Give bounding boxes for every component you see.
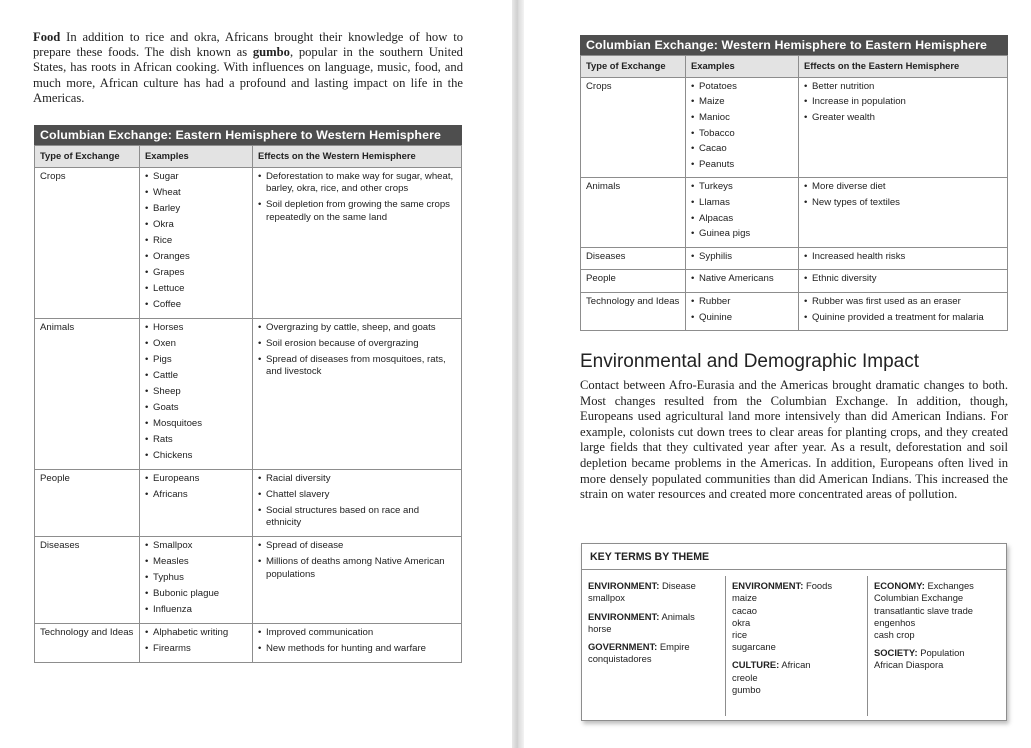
- key-term: gumbo: [732, 683, 761, 695]
- key-term-heading: [874, 580, 1000, 592]
- key-term-topic: Empire: [659, 641, 690, 653]
- key-terms-box: [581, 543, 1007, 721]
- effect-item: • Soil depletion from growing the same crops repeatedly on the same land: [258, 199, 456, 224]
- key-term-heading: [588, 611, 719, 623]
- intro-paragraph: [33, 30, 463, 106]
- table-west-to-east: [580, 35, 1008, 331]
- table-row: [35, 537, 462, 624]
- cell-examples: [686, 292, 799, 330]
- key-term: engenhos: [874, 616, 916, 628]
- cell-examples: [686, 247, 799, 270]
- key-term-group: [732, 659, 861, 696]
- example-item: • Influenza: [145, 604, 247, 616]
- cell-examples: [140, 537, 253, 624]
- cell-examples: [140, 469, 253, 536]
- example-item: • Rice: [145, 235, 247, 247]
- effect-item: • New methods for hunting and warfare: [258, 643, 456, 655]
- effects-list: [804, 181, 1002, 209]
- cell-effects: [253, 167, 462, 318]
- example-item: • Turkeys: [691, 181, 793, 193]
- key-term-group: [874, 647, 1000, 671]
- table-row: [35, 624, 462, 663]
- key-term-group: [588, 641, 719, 665]
- key-term-heading: [732, 580, 861, 592]
- key-term-theme: CULTURE:: [732, 659, 780, 671]
- cell-type: Technology and Ideas: [35, 624, 140, 663]
- example-item: • Okra: [145, 219, 247, 231]
- examples-list: [145, 627, 247, 655]
- example-item: • Grapes: [145, 267, 247, 279]
- key-term: horse: [588, 622, 612, 634]
- col-header-type: Type of Exchange: [35, 146, 140, 167]
- example-item: • Rats: [145, 434, 247, 446]
- effect-item: • Quinine provided a treatment for malaria: [804, 312, 1002, 324]
- key-term-topic: Exchanges: [927, 580, 974, 592]
- cell-effects: [799, 178, 1008, 247]
- cell-effects: [799, 270, 1008, 293]
- example-item: • Sheep: [145, 386, 247, 398]
- effect-item: • Rubber was first used as an eraser: [804, 296, 1002, 308]
- cell-examples: [686, 270, 799, 293]
- example-item: • Sugar: [145, 171, 247, 183]
- key-term-heading: [732, 659, 861, 671]
- table-row: [35, 318, 462, 469]
- cell-effects: [799, 77, 1008, 178]
- effect-item: • More diverse diet: [804, 181, 1002, 193]
- effect-item: • New types of textiles: [804, 197, 1002, 209]
- example-item: • Measles: [145, 556, 247, 568]
- example-item: • Tobacco: [691, 128, 793, 140]
- example-item: • Europeans: [145, 473, 247, 485]
- effect-item: • Chattel slavery: [258, 489, 456, 501]
- example-item: • Quinine: [691, 312, 793, 324]
- cell-effects: [253, 537, 462, 624]
- table-title: Columbian Exchange: Western Hemisphere to Eastern Hemisphere: [580, 35, 1008, 55]
- cell-type: Crops: [581, 77, 686, 178]
- key-term: transatlantic slave trade: [874, 604, 974, 616]
- effect-item: • Improved communication: [258, 627, 456, 639]
- key-terms-columns: [582, 576, 1006, 716]
- intro-bold-term: gumbo: [252, 45, 290, 60]
- example-item: • Goats: [145, 402, 247, 414]
- cell-type: Diseases: [581, 247, 686, 270]
- cell-effects: [253, 318, 462, 469]
- cell-type: Technology and Ideas: [581, 292, 686, 330]
- effects-list: [804, 251, 1002, 263]
- effect-item: • Racial diversity: [258, 473, 456, 485]
- examples-list: [145, 540, 247, 616]
- key-term: African Diaspora: [874, 659, 944, 671]
- example-item: • Alpacas: [691, 213, 793, 225]
- example-item: • Cacao: [691, 143, 793, 155]
- effect-item: • Social structures based on race and ethnicity: [258, 505, 456, 530]
- key-term-group: [874, 580, 1000, 641]
- example-item: • Peanuts: [691, 159, 793, 171]
- cell-type: Animals: [581, 178, 686, 247]
- effects-list: [804, 81, 1002, 125]
- col-header-examples: Examples: [140, 146, 253, 167]
- cell-examples: [140, 318, 253, 469]
- effects-list: [258, 473, 456, 530]
- effect-item: • Spread of diseases from mosquitoes, rats, and livestock: [258, 354, 456, 379]
- key-term-theme: ENVIRONMENT:: [588, 610, 660, 622]
- table-title: Columbian Exchange: Eastern Hemisphere to Western Hemisphere: [34, 125, 462, 145]
- example-item: • Oranges: [145, 251, 247, 263]
- examples-list: [691, 81, 793, 171]
- examples-list: [145, 473, 247, 501]
- effects-list: [258, 540, 456, 581]
- example-item: • Horses: [145, 322, 247, 334]
- key-term-topic: Animals: [661, 610, 695, 622]
- effect-item: • Ethnic diversity: [804, 273, 1002, 285]
- key-term: okra: [732, 616, 751, 628]
- example-item: • Llamas: [691, 197, 793, 209]
- cell-examples: [140, 167, 253, 318]
- key-term-heading: [588, 580, 719, 592]
- table-row: [581, 270, 1008, 293]
- key-term-theme: ENVIRONMENT:: [588, 580, 660, 592]
- table-row: [581, 178, 1008, 247]
- key-term-topic: Disease: [661, 580, 696, 592]
- intro-lead: Food: [33, 30, 61, 44]
- key-term-group: [588, 611, 719, 635]
- table-row: [35, 469, 462, 536]
- key-term-theme: GOVERNMENT:: [588, 641, 658, 653]
- examples-list: [691, 181, 793, 240]
- cell-type: People: [35, 469, 140, 536]
- example-item: • Maize: [691, 96, 793, 108]
- examples-list: [145, 322, 247, 462]
- example-item: • Bubonic plague: [145, 588, 247, 600]
- cell-examples: [686, 178, 799, 247]
- effects-list: [258, 171, 456, 224]
- key-term-topic: Population: [920, 647, 965, 659]
- key-term: rice: [732, 629, 748, 641]
- example-item: • Barley: [145, 203, 247, 215]
- example-item: • Rubber: [691, 296, 793, 308]
- cell-examples: [686, 77, 799, 178]
- effect-item: • Increase in population: [804, 96, 1002, 108]
- examples-list: [691, 251, 793, 263]
- table-row: [581, 77, 1008, 178]
- effect-item: • Overgrazing by cattle, sheep, and goats: [258, 322, 456, 334]
- effects-list: [804, 296, 1002, 324]
- example-item: • Mosquitoes: [145, 418, 247, 430]
- example-item: • Potatoes: [691, 81, 793, 93]
- key-term-theme: SOCIETY:: [874, 647, 918, 659]
- effect-item: • Better nutrition: [804, 81, 1002, 93]
- effect-item: • Soil erosion because of overgrazing: [258, 338, 456, 350]
- col-header-effects: Effects on the Western Hemisphere: [253, 146, 462, 167]
- example-item: • Wheat: [145, 187, 247, 199]
- table-east-to-west: [34, 125, 462, 663]
- table-row: [581, 247, 1008, 270]
- key-terms-title: KEY TERMS BY THEME: [582, 544, 1006, 570]
- effect-item: • Spread of disease: [258, 540, 456, 552]
- effects-list: [258, 322, 456, 379]
- key-term-heading: [588, 641, 719, 653]
- cell-type: Crops: [35, 167, 140, 318]
- example-item: • Lettuce: [145, 283, 247, 295]
- col-header-effects: Effects on the Eastern Hemisphere: [799, 56, 1008, 77]
- example-item: • Oxen: [145, 338, 247, 350]
- table-row: [581, 292, 1008, 330]
- effects-list: [258, 627, 456, 655]
- cell-effects: [253, 624, 462, 663]
- cell-effects: [799, 292, 1008, 330]
- body-paragraph: Contact between Afro-Eurasia and the Americas brought dramatic changes to both. Most changes resulted from the Columbian Exchange. In addition, though, Europeans used agricultural land more intensively than did American Indians. For example, colonists cut down trees to clear areas for planting crops, and they created large fields that they cultivated year after year. As a result, deforestation and soil depletion became problems in the Americas. In addition, Europeans often lived in more densely populated communities than did American Indians. This increased the strain on water resources and created more concentrated areas of pollution.: [580, 378, 1008, 502]
- table-header-row: [581, 56, 1008, 77]
- effect-item: • Deforestation to make way for sugar, wheat, barley, okra, rice, and other crops: [258, 171, 456, 196]
- example-item: • Manioc: [691, 112, 793, 124]
- effect-item: • Increased health risks: [804, 251, 1002, 263]
- key-term-heading: [874, 647, 1000, 659]
- key-term: cacao: [732, 604, 758, 616]
- key-term: Columbian Exchange: [874, 592, 964, 604]
- example-item: • Coffee: [145, 299, 247, 311]
- examples-list: [145, 171, 247, 311]
- key-term: conquistadores: [588, 653, 652, 665]
- cell-examples: [140, 624, 253, 663]
- example-item: • Native Americans: [691, 273, 793, 285]
- key-term: creole: [732, 671, 758, 683]
- example-item: • Guinea pigs: [691, 228, 793, 240]
- key-term-group: [588, 580, 719, 604]
- examples-list: [691, 296, 793, 324]
- key-term: cash crop: [874, 629, 915, 641]
- example-item: • Africans: [145, 489, 247, 501]
- cell-type: Diseases: [35, 537, 140, 624]
- cell-type: People: [581, 270, 686, 293]
- book-gutter: [512, 0, 524, 748]
- intro-text-1: In addition to rice and okra, Africans brought their knowledge of how to prepare these foods. The dish known as: [33, 30, 463, 60]
- example-item: • Alphabetic writing: [145, 627, 247, 639]
- table-header-row: [35, 146, 462, 167]
- examples-list: [691, 273, 793, 285]
- col-header-type: Type of Exchange: [581, 56, 686, 77]
- key-term-topic: African: [781, 659, 811, 671]
- cell-effects: [799, 247, 1008, 270]
- key-term: smallpox: [588, 592, 625, 604]
- example-item: • Smallpox: [145, 540, 247, 552]
- example-item: • Typhus: [145, 572, 247, 584]
- key-term: maize: [732, 592, 758, 604]
- key-term-group: [732, 580, 861, 653]
- effects-list: [804, 273, 1002, 285]
- intro-text-2: , popular in the southern United States, has roots in African cooking. With influences on language, music, food, and much more, African culture has had a profound and lasting impact on life in the Americas.: [33, 45, 463, 105]
- key-term: sugarcane: [732, 641, 776, 653]
- key-terms-column: [725, 576, 867, 716]
- table-row: [35, 167, 462, 318]
- example-item: • Chickens: [145, 450, 247, 462]
- key-term-theme: ENVIRONMENT:: [732, 580, 804, 592]
- example-item: • Firearms: [145, 643, 247, 655]
- col-header-examples: Examples: [686, 56, 799, 77]
- example-item: • Syphilis: [691, 251, 793, 263]
- key-terms-column: [867, 576, 1006, 716]
- cell-effects: [253, 469, 462, 536]
- effect-item: • Greater wealth: [804, 112, 1002, 124]
- key-term-theme: ECONOMY:: [874, 580, 925, 592]
- effect-item: • Millions of deaths among Native American populations: [258, 556, 456, 581]
- section-title: Environmental and Demographic Impact: [580, 351, 920, 372]
- cell-type: Animals: [35, 318, 140, 469]
- example-item: • Cattle: [145, 370, 247, 382]
- example-item: • Pigs: [145, 354, 247, 366]
- key-term-topic: Foods: [805, 580, 833, 592]
- key-terms-column: [582, 576, 725, 716]
